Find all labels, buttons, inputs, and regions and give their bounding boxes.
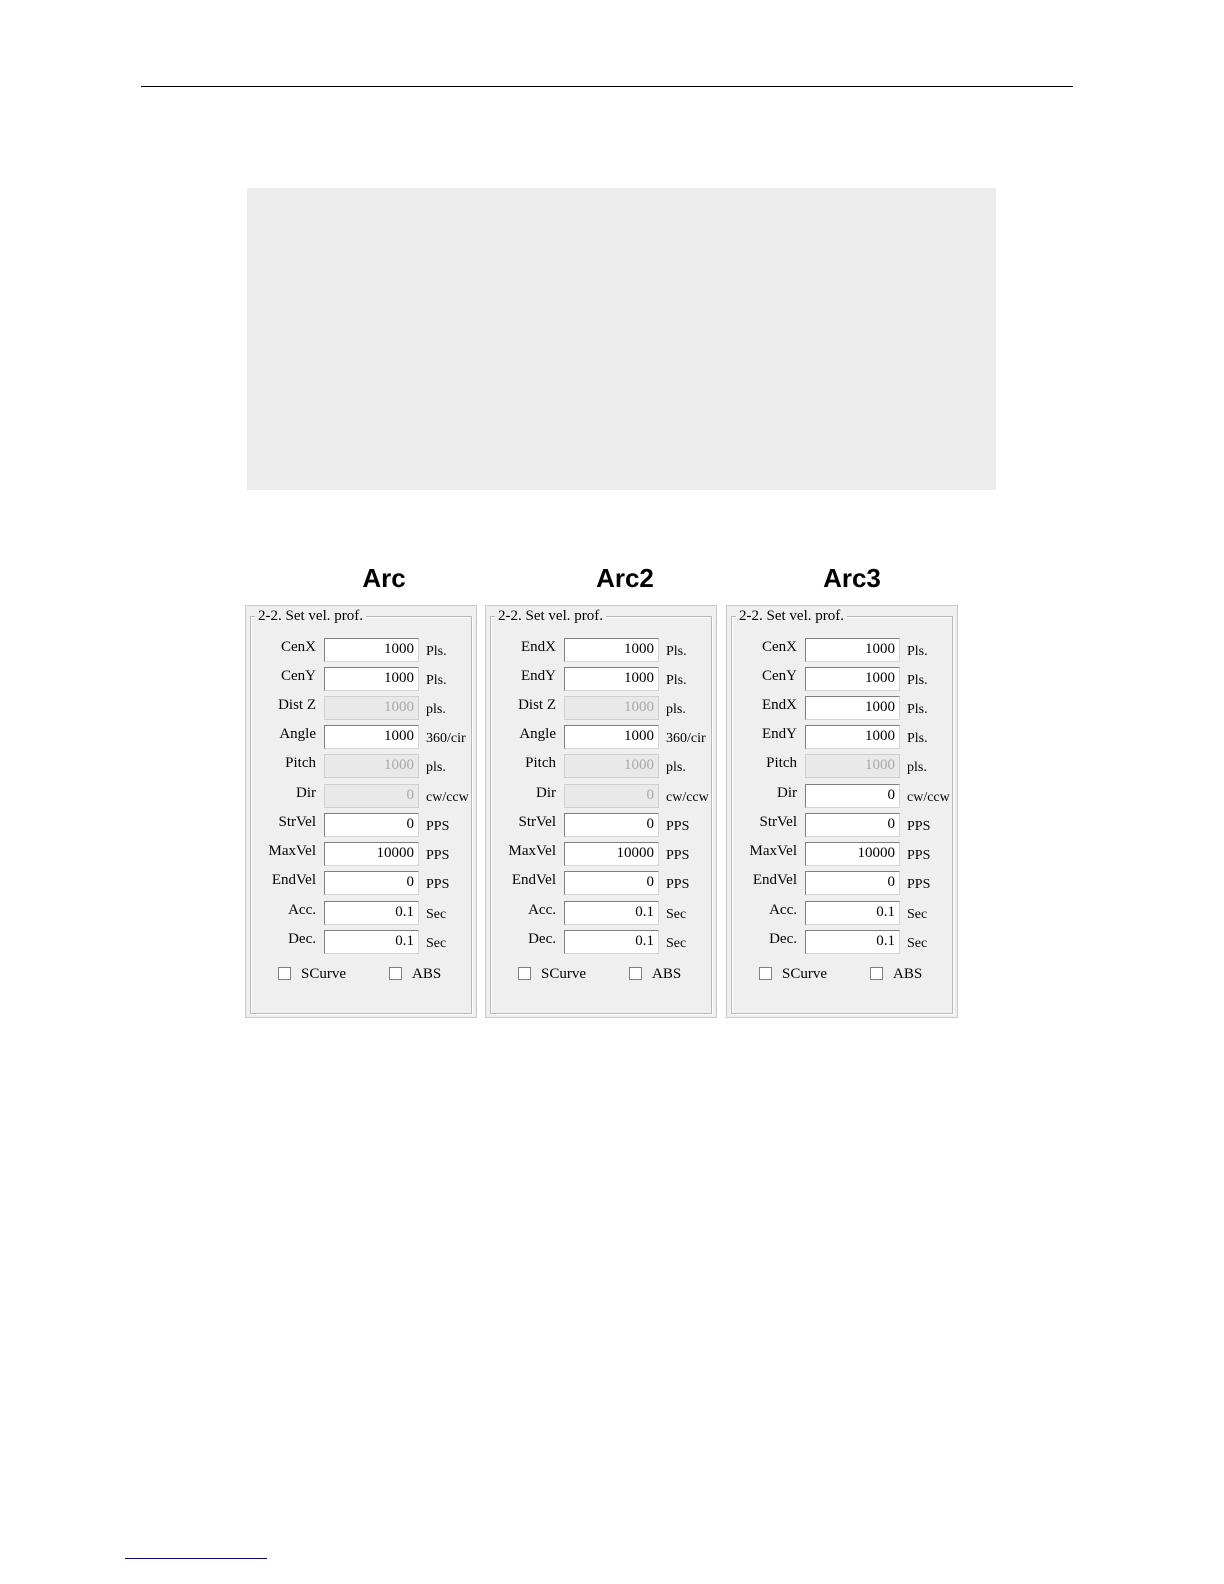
panel-title: Arc3	[823, 563, 881, 593]
param-label: Angle	[279, 726, 316, 742]
param-input[interactable]: 1000	[564, 667, 659, 691]
param-unit: 360/cir	[666, 731, 706, 746]
checkbox-label: ABS	[412, 966, 442, 982]
param-row	[486, 696, 716, 720]
param-label: Acc.	[528, 902, 556, 918]
param-label: Pitch	[766, 755, 797, 771]
panel-title: Arc	[362, 563, 406, 593]
param-unit: pls.	[426, 702, 446, 717]
param-row	[246, 842, 476, 866]
checkbox-box[interactable]	[278, 967, 291, 980]
param-row	[486, 871, 716, 895]
checkbox-box[interactable]	[389, 967, 402, 980]
param-row	[486, 725, 716, 749]
param-label: Dir	[296, 785, 316, 801]
velocity-profile-panel	[485, 605, 717, 1018]
param-label: Dist Z	[278, 697, 316, 713]
param-label: EndX	[762, 697, 797, 713]
param-unit: pls.	[907, 760, 927, 775]
param-row	[246, 667, 476, 691]
param-label: Pitch	[525, 755, 556, 771]
checkbox-label: ABS	[893, 966, 923, 982]
param-label: MaxVel	[508, 843, 556, 859]
param-row	[486, 638, 716, 662]
param-input[interactable]: 0	[805, 871, 900, 895]
param-row	[727, 930, 957, 954]
param-input[interactable]: 0.1	[324, 901, 419, 925]
param-label: Dir	[536, 785, 556, 801]
checkbox-label: SCurve	[541, 966, 586, 982]
param-unit: pls.	[426, 760, 446, 775]
param-input[interactable]: 0	[324, 813, 419, 837]
param-input[interactable]: 10000	[324, 842, 419, 866]
param-input[interactable]: 0	[564, 871, 659, 895]
param-row	[486, 813, 716, 837]
param-label: Dec.	[769, 931, 797, 947]
param-label: Dir	[777, 785, 797, 801]
param-label: MaxVel	[268, 843, 316, 859]
param-label: Acc.	[769, 902, 797, 918]
param-unit: Pls.	[426, 673, 447, 688]
param-input: 1000	[564, 754, 659, 778]
param-unit: PPS	[666, 877, 690, 892]
param-unit: Pls.	[907, 731, 928, 746]
param-row	[246, 754, 476, 778]
param-row	[727, 901, 957, 925]
param-unit: PPS	[907, 848, 931, 863]
param-input[interactable]: 1000	[324, 667, 419, 691]
param-row	[246, 901, 476, 925]
param-input: 0	[564, 784, 659, 808]
param-input[interactable]: 0	[805, 784, 900, 808]
param-input[interactable]: 1000	[564, 638, 659, 662]
param-unit: Sec	[907, 907, 928, 922]
param-input[interactable]: 0.1	[564, 901, 659, 925]
param-unit: cw/ccw	[666, 790, 709, 805]
param-unit: PPS	[907, 819, 931, 834]
param-unit: Pls.	[907, 702, 928, 717]
param-unit: Pls.	[907, 673, 928, 688]
param-label: EndY	[521, 668, 556, 684]
param-row	[486, 930, 716, 954]
groupbox-legend: 2-2. Set vel. prof.	[495, 607, 606, 625]
param-label: MaxVel	[749, 843, 797, 859]
param-label: EndVel	[511, 872, 556, 888]
param-label: Angle	[519, 726, 556, 742]
param-label: EndVel	[271, 872, 316, 888]
param-label: EndY	[762, 726, 797, 742]
param-unit: PPS	[426, 819, 450, 834]
param-label: StrVel	[759, 814, 797, 830]
param-label: CenX	[281, 639, 316, 655]
param-input: 1000	[805, 754, 900, 778]
param-row	[486, 842, 716, 866]
velocity-profile-panel	[245, 605, 477, 1018]
param-unit: PPS	[907, 877, 931, 892]
param-row	[486, 754, 716, 778]
checkbox-box[interactable]	[759, 967, 772, 980]
header-rule	[141, 86, 1073, 87]
param-unit: PPS	[426, 848, 450, 863]
param-row	[486, 901, 716, 925]
groupbox-legend: 2-2. Set vel. prof.	[736, 607, 847, 625]
param-label: EndVel	[752, 872, 797, 888]
param-unit: PPS	[426, 877, 450, 892]
param-input: 1000	[324, 696, 419, 720]
param-row	[727, 696, 957, 720]
param-unit: Sec	[666, 907, 687, 922]
param-input[interactable]: 1000	[564, 725, 659, 749]
footer-rule	[125, 1558, 267, 1559]
param-input: 1000	[324, 754, 419, 778]
param-unit: Pls.	[666, 644, 687, 659]
param-row	[727, 813, 957, 837]
param-unit: Sec	[426, 907, 447, 922]
param-row	[246, 871, 476, 895]
param-input[interactable]: 10000	[564, 842, 659, 866]
param-unit: PPS	[666, 848, 690, 863]
param-label: StrVel	[518, 814, 556, 830]
param-input[interactable]: 10000	[805, 842, 900, 866]
param-input[interactable]: 0.1	[324, 930, 419, 954]
param-unit: cw/ccw	[426, 790, 469, 805]
param-input[interactable]: 1000	[805, 638, 900, 662]
param-row	[246, 696, 476, 720]
param-unit: pls.	[666, 702, 686, 717]
param-row	[486, 667, 716, 691]
param-row	[727, 754, 957, 778]
param-row	[727, 725, 957, 749]
param-unit: Sec	[426, 936, 447, 951]
param-input[interactable]: 1000	[324, 638, 419, 662]
param-input[interactable]: 1000	[805, 725, 900, 749]
param-label: Dist Z	[518, 697, 556, 713]
param-row	[727, 842, 957, 866]
velocity-profile-panel	[726, 605, 958, 1018]
param-unit: Pls.	[907, 644, 928, 659]
param-row	[246, 784, 476, 808]
param-label: CenX	[762, 639, 797, 655]
gray-placeholder-block	[247, 188, 996, 490]
param-input[interactable]: 0	[324, 871, 419, 895]
checkbox-box[interactable]	[870, 967, 883, 980]
param-label: StrVel	[278, 814, 316, 830]
param-input: 1000	[564, 696, 659, 720]
param-input[interactable]: 0.1	[564, 930, 659, 954]
param-unit: Pls.	[426, 644, 447, 659]
param-input[interactable]: 1000	[324, 725, 419, 749]
param-row	[486, 784, 716, 808]
param-label: Acc.	[288, 902, 316, 918]
param-unit: PPS	[666, 819, 690, 834]
param-row	[246, 813, 476, 837]
param-unit: cw/ccw	[907, 790, 950, 805]
param-input: 0	[324, 784, 419, 808]
checkbox-box[interactable]	[629, 967, 642, 980]
param-unit: Pls.	[666, 673, 687, 688]
checkbox-label: ABS	[652, 966, 682, 982]
param-label: EndX	[521, 639, 556, 655]
groupbox-legend: 2-2. Set vel. prof.	[255, 607, 366, 625]
param-input[interactable]: 1000	[805, 667, 900, 691]
param-input[interactable]: 0	[564, 813, 659, 837]
param-input[interactable]: 1000	[805, 696, 900, 720]
checkbox-box[interactable]	[518, 967, 531, 980]
param-label: Dec.	[528, 931, 556, 947]
param-unit: pls.	[666, 760, 686, 775]
param-input[interactable]: 0.1	[805, 901, 900, 925]
param-input[interactable]: 0	[805, 813, 900, 837]
param-row	[246, 725, 476, 749]
param-row	[246, 638, 476, 662]
checkbox-label: SCurve	[782, 966, 827, 982]
param-unit: Sec	[666, 936, 687, 951]
param-row	[246, 930, 476, 954]
param-label: Pitch	[285, 755, 316, 771]
param-row	[727, 667, 957, 691]
param-row	[727, 638, 957, 662]
param-label: CenY	[281, 668, 316, 684]
param-unit: Sec	[907, 936, 928, 951]
param-row	[727, 784, 957, 808]
param-label: Dec.	[288, 931, 316, 947]
checkbox-label: SCurve	[301, 966, 346, 982]
param-unit: 360/cir	[426, 731, 466, 746]
param-input[interactable]: 0.1	[805, 930, 900, 954]
param-row	[727, 871, 957, 895]
param-label: CenY	[762, 668, 797, 684]
panel-title: Arc2	[596, 563, 654, 593]
